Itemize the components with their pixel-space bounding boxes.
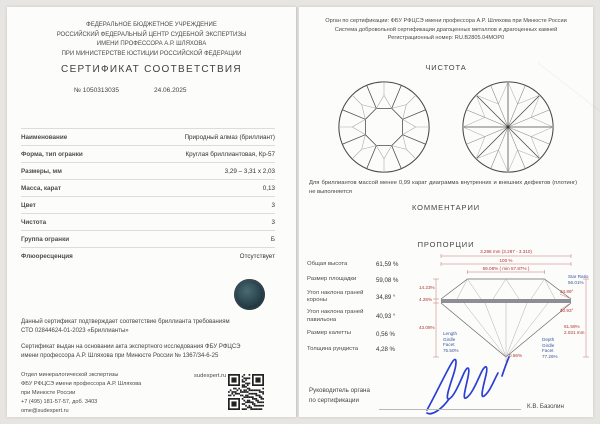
role-line: Руководитель органа <box>309 387 370 394</box>
qr-code <box>228 374 264 410</box>
row-value: 0,13 <box>262 184 275 192</box>
dim-table-pct: 59.08% ( min 57.87% ) <box>482 265 530 271</box>
dim-length-girdle-facet: Length Girdle Facet 75.50% <box>443 331 459 353</box>
row-label: Масса, карат <box>21 184 61 192</box>
proportion-label: Общая высота <box>307 260 348 267</box>
dim-culet: 0.56% <box>509 353 523 358</box>
certification-body-header <box>307 17 585 43</box>
row-label: Группа огранки <box>21 235 70 243</box>
proportion-label: Угол наклона граней короны <box>307 290 364 304</box>
proportion-value: 34,89 ° <box>376 293 396 301</box>
row-value: Природный алмаз (бриллиант) <box>184 133 275 141</box>
clarity-section-title: ЧИСТОТА <box>425 63 467 72</box>
proportion-row <box>307 290 423 305</box>
certificate-title: СЕРТИФИКАТ СООТВЕТСТВИЯ <box>61 64 242 75</box>
website-label: sudexpert.ru <box>194 373 227 379</box>
certificate-left-page <box>7 7 296 417</box>
row-label: Наименование <box>21 133 68 141</box>
official-round-seal <box>234 279 265 310</box>
diamond-spec-table <box>21 128 275 264</box>
dim-crown-angle: 34.89° <box>560 289 574 294</box>
signer-name: К.В. Базолин <box>527 403 564 410</box>
proportion-row <box>307 344 423 355</box>
footer-email: ome@sudexpert.ru <box>21 408 69 415</box>
header-line: Система добровольной сертификации драгоценных металлов и драгоценных камней <box>334 26 558 33</box>
table-row <box>21 145 275 162</box>
plotting-note: Для бриллиантов массой менее 0,99 карат диаграмма внутренних и внешних дефектов (плотинг) не выполняется <box>309 180 577 195</box>
proportion-value: 59,08 % <box>376 276 399 284</box>
org-line: ИМЕНИ ПРОФЕССОРА А.Р. ШЛЯХОВА <box>96 41 207 48</box>
row-value: 3,29 – 3,31 x 2,03 <box>224 167 275 175</box>
row-value: 3 <box>271 201 275 209</box>
handwritten-signature <box>419 352 527 416</box>
dim-total-depth: 61.59% 2.031 mm <box>564 324 585 335</box>
signatory-role <box>309 386 370 406</box>
certificate-number: № 1050313035 <box>74 87 119 94</box>
clarity-plot-diagrams <box>299 79 593 175</box>
table-row <box>21 179 275 196</box>
table-row <box>21 128 275 145</box>
proportion-row <box>307 275 423 286</box>
signature-line <box>379 409 521 410</box>
table-row <box>21 230 275 247</box>
dim-pavilion-depth: 43.08% <box>419 325 435 330</box>
footer-line: Отдел минералогической экспертизы <box>21 372 119 378</box>
proportion-row <box>307 259 423 270</box>
table-row <box>21 213 275 230</box>
table-row <box>21 196 275 213</box>
diamond-pavilion-view-diagram <box>460 79 556 175</box>
proportions-section-title: ПРОПОРЦИИ <box>417 240 475 249</box>
issuing-organization <box>17 21 286 59</box>
proportion-value: 40,93 ° <box>376 313 396 321</box>
proportion-value: 61,59 % <box>376 261 399 268</box>
row-value: 3 <box>271 218 275 226</box>
row-label: Чистота <box>21 218 47 226</box>
proportions-table <box>307 259 423 360</box>
issuance-statement: Сертификат выдан на основании акта экспертного исследования ФБУ РФЦСЭ имени профессора А.Р. Шляхова при Минюсте России № 1367/34-6-25 <box>21 344 241 359</box>
org-line: ФЕДЕРАЛЬНОЕ БЮДЖЕТНОЕ УЧРЕЖДЕНИЕ <box>86 22 217 28</box>
certificate-right-page <box>299 7 593 417</box>
dim-diameter-pct: 100 % <box>499 257 513 263</box>
footer-line: при Минюсте России <box>21 390 76 397</box>
row-label: Форма, тип огранки <box>21 150 83 158</box>
proportion-value: 0,56 % <box>376 330 395 338</box>
role-line: по сертификации <box>309 396 359 404</box>
comments-section-title: КОММЕНТАРИИ <box>411 203 481 212</box>
proportion-label: Угол наклона граней павильона <box>307 309 364 323</box>
proportion-value: 4,28 % <box>376 346 395 353</box>
table-row <box>21 247 275 264</box>
row-value: Отсутствует <box>239 252 275 260</box>
dim-crown-height: 14.23% <box>419 285 435 290</box>
row-label: Флюоресценция <box>21 252 73 260</box>
org-line: РОССИЙСКИЙ ФЕДЕРАЛЬНЫЙ ЦЕНТР СУДЕБНОЙ ЭКСПЕРТИЗЫ <box>56 31 247 38</box>
org-line: ПРИ МИНИСТЕРСТВЕ ЮСТИЦИИ РОССИЙСКОЙ ФЕДЕРАЦИИ <box>61 50 242 57</box>
row-value: Б <box>270 235 275 243</box>
proportion-row <box>307 329 423 340</box>
table-row <box>21 162 275 179</box>
proportion-row <box>307 309 423 324</box>
header-line: Орган по сертификации: ФБУ РФЦСЭ имени профессора А.Р. Шляхова при Минюсте России <box>325 18 567 24</box>
proportion-label: Размер площадки <box>307 276 357 283</box>
footer-phone: +7 (495) 181-57-57, доб. 3403 <box>21 399 98 406</box>
header-line: Регистрационный номер: RU.В2805.04МОР0 <box>387 35 505 42</box>
dim-depth-girdle-facet: Depth Girdle Facet 77.26% <box>542 337 558 359</box>
row-value: Круглая бриллиантовая, Кр-57 <box>185 150 275 158</box>
row-label: Цвет <box>21 201 36 209</box>
certificate-date: 24.06.2025 <box>154 87 187 94</box>
dim-girdle-thickness: 4.28% <box>419 297 433 302</box>
row-label: Размеры, мм <box>21 167 62 175</box>
diamond-crown-view-diagram <box>336 79 432 175</box>
contact-footer <box>21 371 141 416</box>
dim-pavilion-angle: 40.93° <box>560 308 574 313</box>
dim-star-ratio: Star Ratio 56.01% <box>568 274 589 285</box>
proportion-label: Размер калетты <box>307 330 352 337</box>
dim-diameter-mm: 3.298 mm (3.287 - 3.310) <box>480 249 532 254</box>
proportion-label: Толщина рундиста <box>307 345 359 352</box>
conformity-statement: Данный сертификат подтверждает соответствие бриллианта требованиям СТО 02844624-01-2023 «Бриллианты» <box>21 319 230 334</box>
footer-line: ФБУ РФЦСЭ имени профессора А.Р. Шляхова <box>21 381 142 388</box>
